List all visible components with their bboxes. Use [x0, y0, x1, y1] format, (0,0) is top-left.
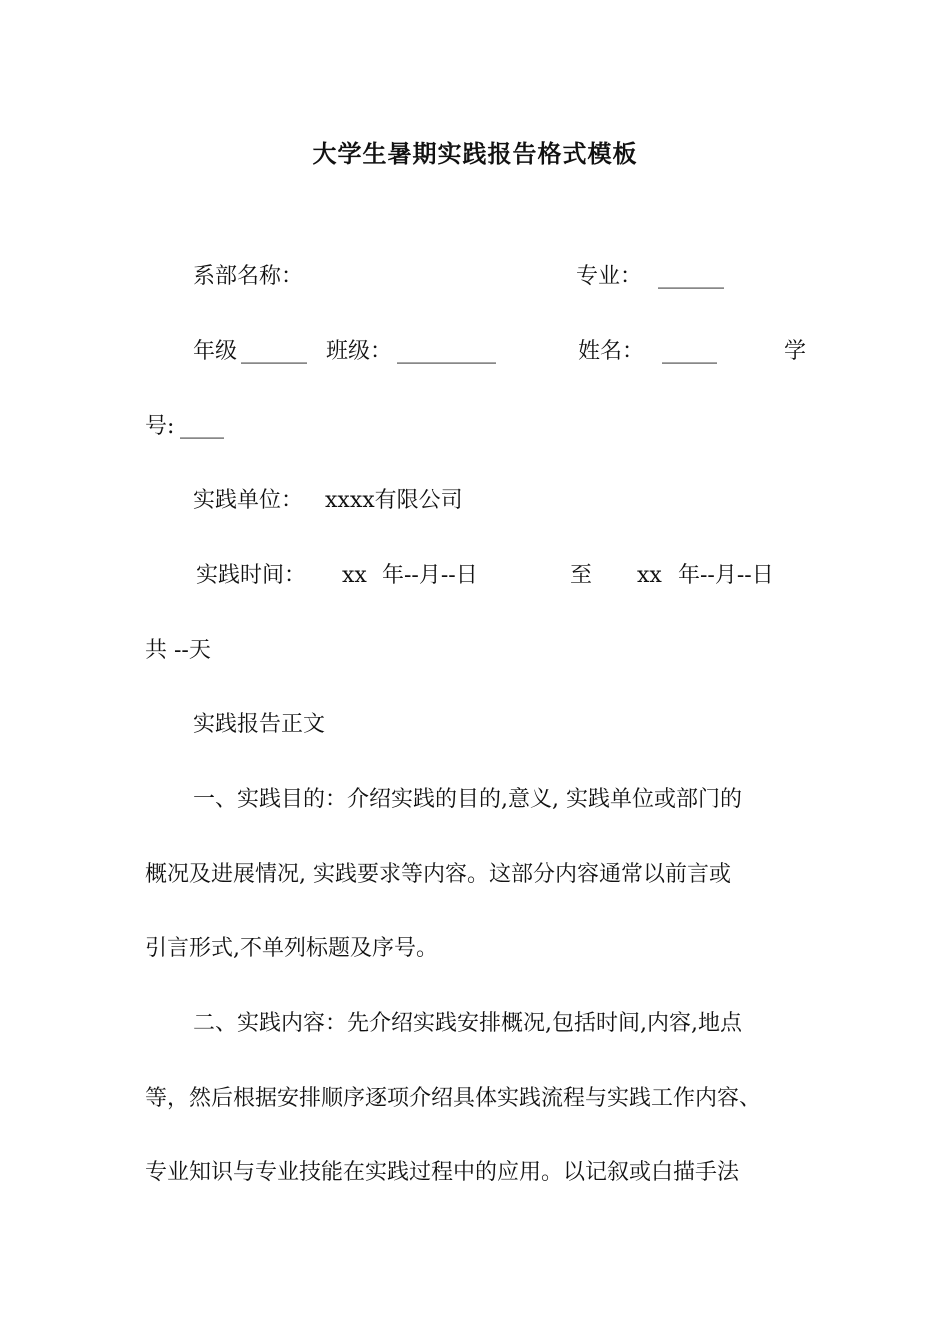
class-label: 班级： [326, 339, 393, 364]
time-end-year: xx [637, 563, 662, 588]
name-blank: _____ [662, 339, 717, 364]
grade-label: 年级 [193, 339, 238, 364]
document-title: 大学生暑期实践报告格式模板 [312, 140, 638, 168]
section2-line1: 二、实践内容：先介绍实践安排概况,包括时间,内容,地点 [193, 1011, 742, 1036]
unit-value: xxxx有限公司 [325, 488, 463, 513]
section2-line2: 等，然后根据安排顺序逐项介绍具体实践流程与实践工作内容、 [145, 1086, 762, 1111]
section1-line1: 一、实践目的：介绍实践的目的,意义, 实践单位或部门的 [193, 787, 742, 812]
time-to: 至 [570, 563, 593, 588]
class-blank: _________ [397, 339, 496, 364]
unit-label: 实践单位： [193, 488, 304, 513]
dept-label: 系部名称： [193, 264, 304, 289]
section1-line3: 引言形式,不单列标题及序号。 [145, 936, 438, 961]
time-end-rest: 年--月--日 [678, 563, 774, 588]
student-id-blank: ____ [180, 414, 224, 439]
time-start-rest: 年--月--日 [382, 563, 478, 588]
time-label: 实践时间： [196, 563, 307, 588]
name-label: 姓名： [578, 339, 645, 364]
grade-blank: ______ [241, 339, 307, 364]
major-label: 专业： [576, 264, 643, 289]
student-id-label-part1: 学 [784, 339, 807, 364]
time-start-year: xx [342, 563, 367, 588]
time-total: 共 --天 [145, 638, 211, 663]
major-blank: ______ [658, 264, 724, 289]
body-heading: 实践报告正文 [193, 712, 326, 737]
section2-line3: 专业知识与专业技能在实践过程中的应用。以记叙或白描手法 [145, 1160, 740, 1185]
section1-line2: 概况及进展情况, 实践要求等内容。这部分内容通常以前言或 [145, 862, 731, 887]
student-id-label-part2: 号: [145, 414, 175, 439]
